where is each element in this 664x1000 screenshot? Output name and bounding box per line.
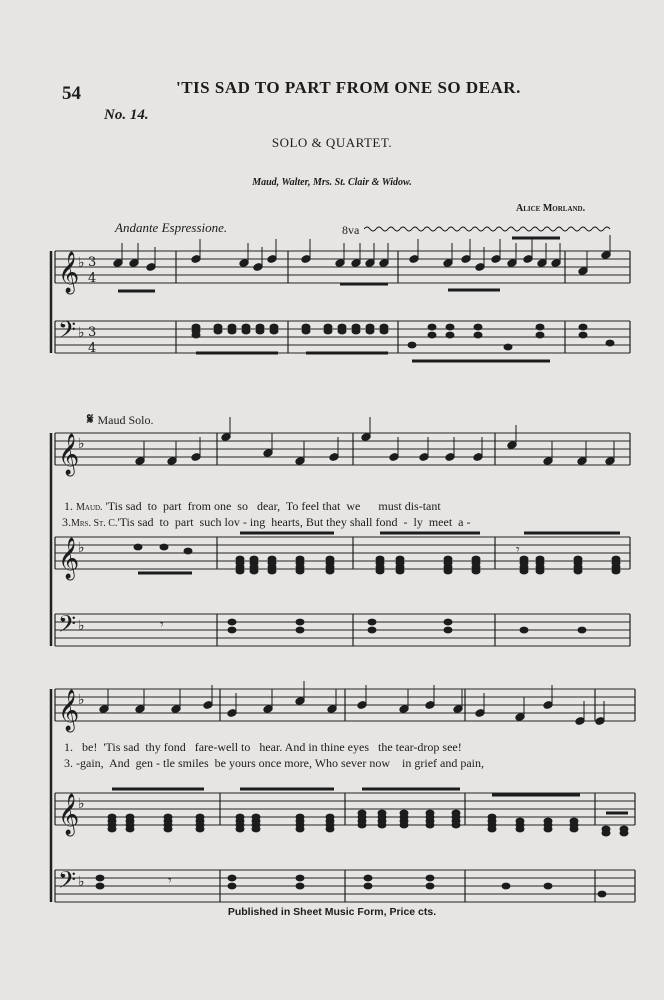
note-head bbox=[491, 255, 501, 264]
flat-icon: ♭ bbox=[78, 436, 85, 452]
time-signature-top: 3 bbox=[88, 325, 97, 340]
note-head bbox=[167, 457, 177, 466]
chord-note bbox=[352, 328, 360, 334]
chord-note bbox=[474, 324, 482, 330]
eighth-rest-icon: 𝄾 bbox=[168, 873, 172, 889]
treble-clef-icon: 𝄞 bbox=[58, 252, 80, 293]
chord-note bbox=[574, 568, 582, 574]
lyric-line-verse1-system2: 1. Maud. 'Tis sad to part from one so dear, To feel that we must dis-tant bbox=[64, 499, 441, 513]
chord-note bbox=[252, 826, 260, 832]
note-head bbox=[135, 705, 145, 714]
note-head bbox=[295, 457, 305, 466]
chord-note bbox=[368, 627, 376, 633]
characters-line: Maud, Walter, Mrs. St. Clair & Widow. bbox=[252, 177, 412, 188]
chord-note bbox=[570, 826, 578, 832]
chord-note bbox=[472, 568, 480, 574]
solo-label: 𝄋 Maud Solo. bbox=[87, 412, 154, 428]
note-head bbox=[445, 453, 455, 462]
chord-note bbox=[452, 822, 460, 828]
flat-icon: ♭ bbox=[78, 874, 85, 890]
chord-note bbox=[428, 332, 436, 338]
bass-clef-icon: 𝄢 bbox=[58, 316, 77, 349]
note-head bbox=[601, 251, 611, 260]
chord-note bbox=[228, 619, 236, 625]
note-head bbox=[515, 713, 525, 722]
note-head bbox=[543, 457, 553, 466]
chord-note bbox=[400, 822, 408, 828]
note-head bbox=[171, 705, 181, 714]
note-head bbox=[361, 433, 371, 442]
note-head bbox=[227, 709, 237, 718]
chord-note bbox=[368, 619, 376, 625]
chord-note bbox=[296, 826, 304, 832]
staff-lines bbox=[51, 251, 635, 902]
note-head bbox=[473, 453, 483, 462]
chord-note bbox=[196, 826, 204, 832]
lyric-line-verse3-system2: 3.Mrs. St. C.'Tis sad to part such lov - ing hearts, But they shall fond - ly meet a - bbox=[62, 515, 471, 529]
chord-note bbox=[446, 324, 454, 330]
lyric-line-verse1-system3: 1. be! 'Tis sad thy fond fare-well to hear. And in thine eyes the tear-drop see! bbox=[64, 740, 462, 754]
chord-note bbox=[242, 328, 250, 334]
note-head bbox=[575, 717, 585, 726]
treble-clef-icon: 𝄞 bbox=[58, 434, 80, 475]
chord-note bbox=[296, 627, 304, 633]
chord-note bbox=[296, 875, 304, 881]
note-head bbox=[295, 697, 305, 706]
chord-note bbox=[270, 328, 278, 334]
note-head bbox=[409, 255, 419, 264]
note-head bbox=[475, 263, 485, 272]
chord-note bbox=[620, 830, 628, 836]
chord-note bbox=[536, 324, 544, 330]
chord-note bbox=[520, 627, 528, 633]
song-title: 'TIS SAD TO PART FROM ONE SO DEAR. bbox=[176, 78, 521, 97]
note-head bbox=[239, 259, 249, 268]
chord-note bbox=[606, 340, 614, 346]
chord-note bbox=[96, 875, 104, 881]
note-head bbox=[425, 701, 435, 710]
chord-note bbox=[544, 883, 552, 889]
chord-note bbox=[126, 826, 134, 832]
chord-note bbox=[160, 544, 168, 550]
note-head bbox=[203, 701, 213, 710]
note-head bbox=[365, 259, 375, 268]
note-head bbox=[578, 267, 588, 276]
note-head bbox=[301, 255, 311, 264]
chord-note bbox=[536, 568, 544, 574]
chord-note bbox=[164, 826, 172, 832]
note-head bbox=[327, 705, 337, 714]
flat-icon: ♭ bbox=[78, 618, 85, 634]
note-head bbox=[379, 259, 389, 268]
chord-note bbox=[228, 883, 236, 889]
chord-note bbox=[474, 332, 482, 338]
note-head bbox=[453, 705, 463, 714]
chord-note bbox=[488, 826, 496, 832]
bass-clef-icon: 𝄢 bbox=[58, 866, 77, 899]
chord-note bbox=[612, 568, 620, 574]
chord-note bbox=[520, 568, 528, 574]
time-signature-bottom: 4 bbox=[88, 271, 97, 286]
chord-note bbox=[376, 568, 384, 574]
chord-note bbox=[228, 627, 236, 633]
chord-note bbox=[184, 548, 192, 554]
chord-note bbox=[579, 332, 587, 338]
note-head bbox=[577, 457, 587, 466]
chord-note bbox=[380, 328, 388, 334]
tempo-marking: Andante Espressione. bbox=[115, 220, 228, 235]
chord-note bbox=[364, 883, 372, 889]
note-head bbox=[357, 701, 367, 710]
chord-note bbox=[428, 324, 436, 330]
note-head bbox=[605, 457, 615, 466]
note-head bbox=[146, 263, 156, 272]
ottava-marking: 8va bbox=[342, 223, 360, 237]
chord-note bbox=[326, 568, 334, 574]
chord-note bbox=[444, 568, 452, 574]
chord-note bbox=[302, 328, 310, 334]
chord-note bbox=[296, 619, 304, 625]
note-head bbox=[443, 259, 453, 268]
chord-note bbox=[444, 627, 452, 633]
musical-marks bbox=[58, 235, 628, 899]
chord-note bbox=[326, 826, 334, 832]
note-head bbox=[263, 449, 273, 458]
note-head bbox=[99, 705, 109, 714]
chord-note bbox=[408, 342, 416, 348]
chord-note bbox=[324, 328, 332, 334]
eighth-rest-icon: 𝄾 bbox=[516, 542, 520, 558]
chord-note bbox=[598, 891, 606, 897]
chord-note bbox=[364, 875, 372, 881]
note-head bbox=[191, 453, 201, 462]
chord-note bbox=[236, 826, 244, 832]
treble-clef-icon: 𝄞 bbox=[58, 794, 80, 835]
note-head bbox=[267, 255, 277, 264]
note-head bbox=[595, 717, 605, 726]
time-signature-top: 3 bbox=[88, 255, 97, 270]
song-number: No. 14. bbox=[104, 107, 149, 123]
note-head bbox=[475, 709, 485, 718]
song-subtitle: SOLO & QUARTET. bbox=[271, 135, 393, 150]
note-head bbox=[537, 259, 547, 268]
note-head bbox=[461, 255, 471, 264]
chord-note bbox=[579, 324, 587, 330]
note-head bbox=[551, 259, 561, 268]
chord-note bbox=[338, 328, 346, 334]
flat-icon: ♭ bbox=[78, 255, 85, 271]
note-head bbox=[351, 259, 361, 268]
chord-note bbox=[134, 544, 142, 550]
chord-note bbox=[426, 883, 434, 889]
chord-note bbox=[444, 619, 452, 625]
time-signature-bottom: 4 bbox=[88, 341, 97, 356]
lyric-line-verse3-system3: 3. -gain, And gen - tle smiles be yours once more, Who sever now in grief and pain, bbox=[64, 756, 485, 770]
chord-note bbox=[602, 830, 610, 836]
chord-note bbox=[396, 568, 404, 574]
note-head bbox=[507, 441, 517, 450]
note-head bbox=[263, 705, 273, 714]
note-head bbox=[389, 453, 399, 462]
eighth-rest-icon: 𝄾 bbox=[160, 617, 164, 633]
chord-note bbox=[256, 328, 264, 334]
bass-clef-icon: 𝄢 bbox=[58, 610, 77, 643]
note-head bbox=[335, 259, 345, 268]
chord-note bbox=[250, 568, 258, 574]
note-head bbox=[253, 263, 263, 272]
flat-icon: ♭ bbox=[78, 325, 85, 341]
note-head bbox=[507, 259, 517, 268]
segno-icon: 𝄋 bbox=[87, 412, 94, 428]
chord-note bbox=[214, 328, 222, 334]
footer-publication-note: Published in Sheet Music Form, Price cts. bbox=[227, 906, 437, 918]
chord-note bbox=[192, 332, 200, 338]
chord-note bbox=[236, 568, 244, 574]
chord-note bbox=[228, 328, 236, 334]
chord-note bbox=[426, 875, 434, 881]
chord-note bbox=[108, 826, 116, 832]
treble-clef-icon: 𝄞 bbox=[58, 538, 80, 579]
note-head bbox=[543, 701, 553, 710]
chord-note bbox=[516, 826, 524, 832]
flat-icon: ♭ bbox=[78, 796, 85, 812]
note-head bbox=[419, 453, 429, 462]
chord-note bbox=[544, 826, 552, 832]
chord-note bbox=[378, 822, 386, 828]
note-head bbox=[399, 705, 409, 714]
chord-note bbox=[296, 883, 304, 889]
chord-note bbox=[536, 332, 544, 338]
chord-note bbox=[228, 875, 236, 881]
chord-note bbox=[366, 328, 374, 334]
chord-note bbox=[296, 568, 304, 574]
chord-note bbox=[426, 822, 434, 828]
chord-note bbox=[96, 883, 104, 889]
chord-note bbox=[578, 627, 586, 633]
page-number: 54 bbox=[62, 83, 81, 104]
chord-note bbox=[504, 344, 512, 350]
chord-note bbox=[446, 332, 454, 338]
treble-clef-icon: 𝄞 bbox=[58, 690, 80, 731]
note-head bbox=[135, 457, 145, 466]
chord-note bbox=[358, 822, 366, 828]
composer-credit: Alice Morland. bbox=[516, 203, 586, 214]
note-head bbox=[221, 433, 231, 442]
chord-note bbox=[502, 883, 510, 889]
flat-icon: ♭ bbox=[78, 540, 85, 556]
note-head bbox=[191, 255, 201, 264]
note-head bbox=[523, 255, 533, 264]
note-head bbox=[113, 259, 123, 268]
flat-icon: ♭ bbox=[78, 692, 85, 708]
note-head bbox=[329, 453, 339, 462]
chord-note bbox=[268, 568, 276, 574]
note-head bbox=[129, 259, 139, 268]
